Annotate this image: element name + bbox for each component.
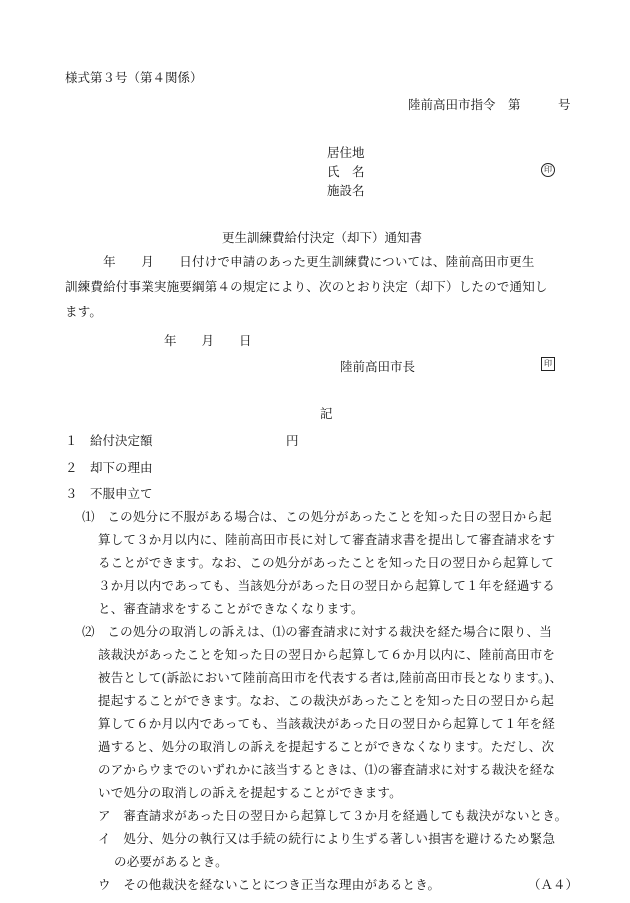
issuer-seal-icon: 印 [541,357,555,371]
facility-label: 施設名 [327,183,365,198]
issuer-label: 陸前高田市長 [340,359,416,374]
clause1-line: ることができます。なお、この処分があったことを知った日の翌日から起算して [98,555,555,570]
reference-number: 陸前高田市指令 第 号 [408,97,571,112]
clause2-line: 過すると、処分の取消しの訴えを提起することができなくなります。ただし、次 [98,739,555,754]
recipient-seal-icon: 印 [541,163,555,177]
sub-item-a: ア 審査請求があった日の翌日から起算して３か月を経過しても裁決がないとき。 [98,808,568,823]
clause2-line: 該裁決があったことを知った日の翌日から起算して６か月以内に、陸前高田市を [98,647,556,662]
clause2-line: ⑵ この処分の取消しの訴えは、⑴の審査請求に対する裁決を経た場合に限り、当 [82,624,552,639]
date-line: 年 月 日 [164,333,252,348]
sub-item-i: イ 処分、処分の執行又は手続の続行により生ずる著しい損害を避けるため緊急 [98,831,556,846]
item-rejection-reason: ２ 却下の理由 [65,460,153,475]
clause2-line: 提起することができます。なお、この裁決があったことを知った日の翌日から起 [98,693,555,708]
clause1-line: ⑴ この処分に不服がある場合は、この処分があったことを知った日の翌日から起 [82,509,552,524]
name-label: 氏 名 [327,164,365,179]
clause1-line: 算して３か月以内に、陸前高田市長に対して審査請求書を提出して審査請求をす [98,532,556,547]
intro-line: ます。 [65,304,103,319]
clause1-line: と、審査請求をすることができなくなります。 [98,601,364,616]
address-label: 居住地 [327,145,365,160]
sub-item-i-continued: の必要があるとき。 [114,854,228,869]
document-title: 更生訓練費給付決定（却下）通知書 [222,230,423,245]
form-number: 様式第３号（第４関係） [65,70,203,85]
clause1-line: ３か月以内であっても、当該処分があった日の翌日から起算して１年を経過する [98,578,555,593]
item-amount: １ 給付決定額 [65,433,153,448]
item-objection: ３ 不服申立て [65,486,153,501]
clause2-line: いで処分の取消しの訴えを提起することができます。 [98,785,402,800]
clause2-line: 算して６か月以内であっても、当該裁決があった日の翌日から起算して１年を経 [98,716,555,731]
clause2-line: のアからウまでのいずれかに該当するときは、⑴の審査請求に対する裁決を経な [98,762,556,777]
intro-line: 年 月 日付けで申請のあった更生訓練費については、陸前高田市更生 [65,254,535,269]
item-amount-unit: 円 [286,433,299,448]
intro-line: 訓練費給付事業実施要綱第４の規定により、次のとおり決定（却下）したので通知し [65,279,548,294]
clause2-line: 被告として(訴訟において陸前高田市を代表する者は,陸前高田市長となります。)、 [98,670,563,685]
sub-item-u: ウ その他裁決を経ないことにつき正当な理由があるとき。 [98,877,441,892]
ki-heading: 記 [320,406,333,421]
paper-size-note: （Ａ４） [528,877,579,892]
